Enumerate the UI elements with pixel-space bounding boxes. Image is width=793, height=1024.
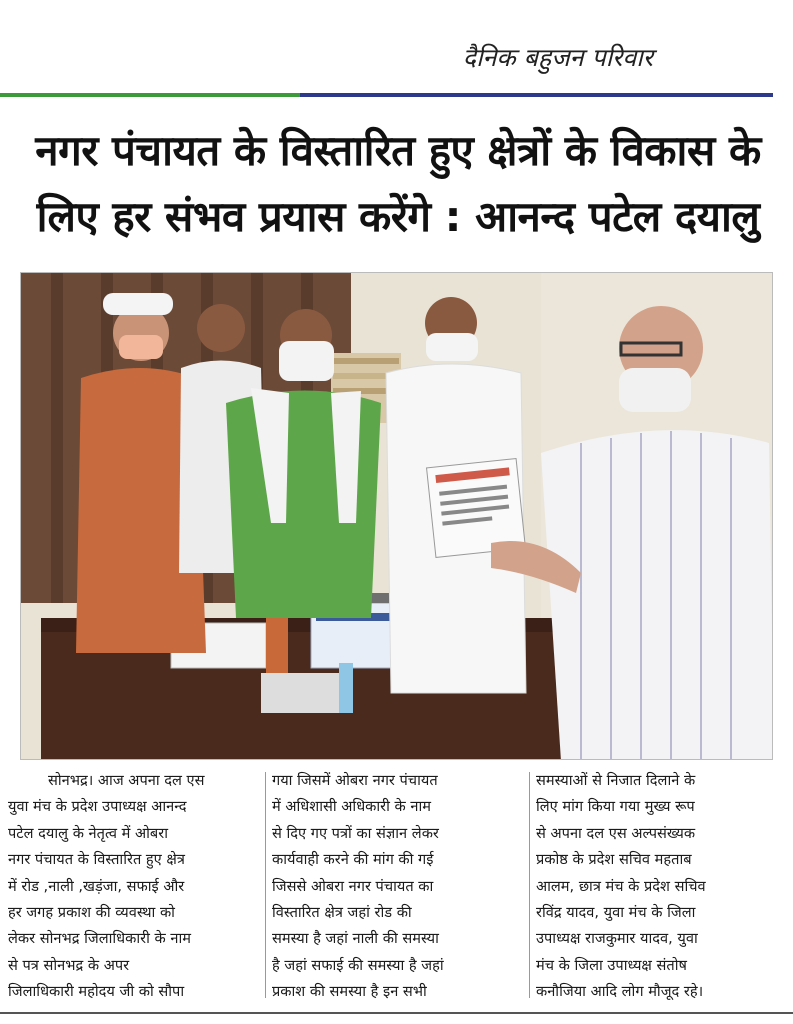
article-line: उपाध्यक्ष राजकुमार यादव, युवा [536,930,698,948]
masthead-rule-blue [300,93,773,97]
article-line: विस्तारित क्षेत्र जहां रोड की [272,904,412,922]
article-line: रविंद्र यादव, युवा मंच के जिला [536,904,696,922]
article-line: हर जगह प्रकाश की व्यवस्था को [8,904,175,922]
article-column-3 [536,768,789,1004]
masthead-rule-green [0,93,300,97]
headline [18,118,778,250]
article-line: कनौजिया आदि लोग मौजूद रहे। [536,983,704,1001]
article-line: कार्यवाही करने की मांग की गई [272,851,434,869]
article-line: समस्या है जहां नाली की समस्या [272,930,439,948]
article-line: से दिए गए पत्रों का संज्ञान लेकर [272,824,439,842]
article-line: समस्याओं से निजात दिलाने के [536,772,696,789]
article-line: मंच के जिला उपाध्यक्ष संतोष [536,956,687,974]
bottom-rule [0,1012,793,1014]
article-body [0,768,793,1004]
article-line: में अधिशासी अधिकारी के नाम [272,798,431,816]
article-line: से अपना दल एस अल्पसंख्यक [536,824,696,842]
article-column-1 [8,768,261,1004]
article-line: आलम, छात्र मंच के प्रदेश सचिव [536,877,706,895]
article-line: है जहां सफाई की समस्या है जहां [272,956,444,974]
article-column-2 [272,768,525,1004]
article-line: लेकर सोनभद्र जिलाधिकारी के नाम [8,930,191,948]
article-line: में रोड ,नाली ,खड़ंजा, सफाई और [8,877,185,895]
article-line: सोनभद्र। आज अपना दल एस [48,772,205,789]
news-photo [20,272,773,760]
article-line: जिससे ओबरा नगर पंचायत का [272,877,434,895]
article-line: लिए मांग किया गया मुख्य रूप [536,798,695,816]
article-line: प्रकोष्ठ के प्रदेश सचिव महताब [536,851,692,869]
column-divider [529,772,530,998]
column-divider [265,772,266,998]
headline-line-1: नगर पंचायत के विस्तारित हुए क्षेत्रों के विकास के [35,126,761,175]
headline-line-2: लिए हर संभव प्रयास करेंगे : आनन्द पटेल दयालु [36,192,760,241]
article-line: से पत्र सोनभद्र के अपर [8,956,130,974]
article-line: युवा मंच के प्रदेश उपाध्यक्ष आनन्द [8,798,187,816]
masthead [0,0,793,98]
news-photo-illustration [21,273,773,760]
article-line: पटेल दयालु के नेतृत्व में ओबरा [8,824,168,842]
newspaper-name: दैनिक बहुजन परिवार [462,43,653,72]
article-line: प्रकाश की समस्या है इन सभी [272,983,427,1001]
article-line: नगर पंचायत के विस्तारित हुए क्षेत्र [8,851,185,869]
article-line: जिलाधिकारी महोदय जी को सौपा [8,983,185,1001]
article-line: गया जिसमें ओबरा नगर पंचायत [272,772,438,789]
